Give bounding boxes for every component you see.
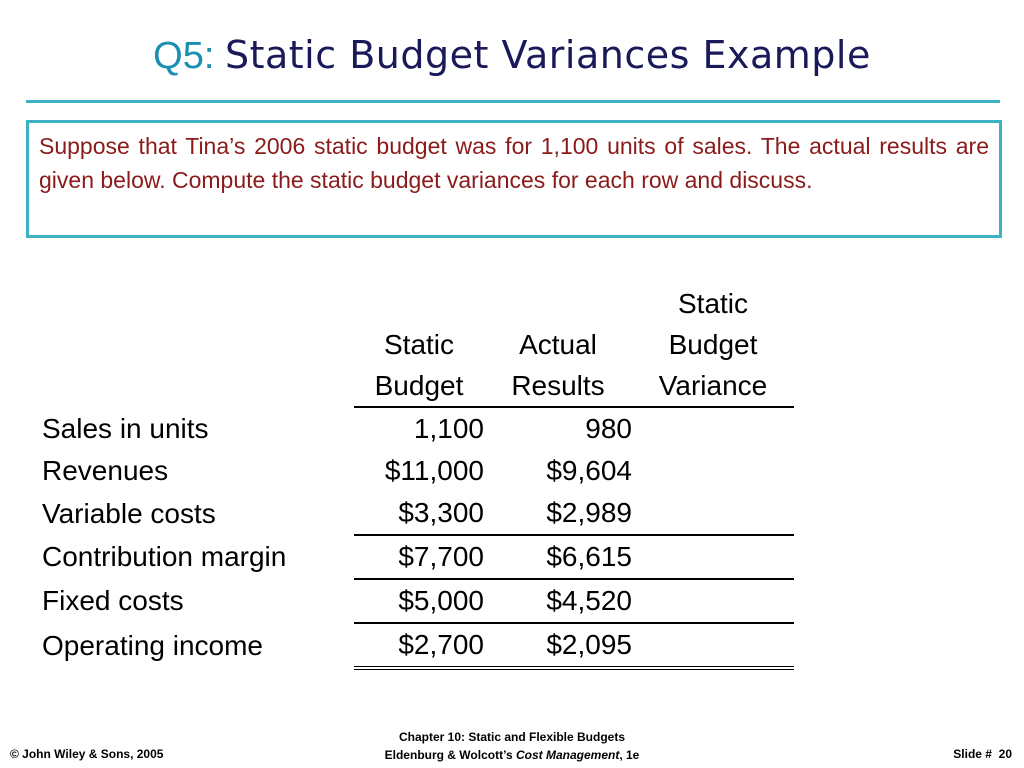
actual-value: $9,604 [546,455,632,486]
footer-book-suffix: , 1e [619,748,640,762]
row-label: Contribution margin [42,541,287,572]
prompt-box [26,120,1002,238]
table-row [36,492,794,535]
footer-course-info [0,728,1024,764]
header-line: Variance [658,370,768,401]
slide-number: 20 [998,747,1012,761]
table-row [36,535,794,579]
header-variance [632,283,794,407]
row-label: Sales in units [42,412,209,444]
header-line: Budget [668,329,758,360]
title-prefix: Q5: [153,35,215,77]
actual-value: $4,520 [484,579,632,623]
slide-label: Slide # [953,747,992,761]
actual-value: $2,989 [484,492,632,535]
table-row [36,407,794,450]
header-line: Budget [374,370,464,401]
title-text: Static Budget Variances Example [224,33,871,77]
variance-value [632,623,794,668]
table-row [36,450,794,492]
static-budget-value: 1,100 [413,413,484,444]
static-budget-value: $7,700 [354,535,484,579]
header-actual-results [484,283,632,407]
variance-value [632,492,794,535]
budget-table [36,283,794,670]
footer-chapter: Chapter 10: Static and Flexible Budgets [398,730,626,744]
header-line: Results [511,370,605,401]
variance-value [632,450,794,492]
footer-book-prefix: Eldenburg & Wolcott’s [384,748,516,762]
prompt-text: Suppose that Tina’s 2006 static budget was for 1,100 units of sales. The actual results are given below. Compute the static budget variances for each row and discuss. [39,133,989,193]
footer-copyright: © John Wiley & Sons, 2005 [10,747,164,761]
row-label: Operating income [42,629,264,661]
actual-value: $6,615 [484,535,632,579]
actual-value: 980 [585,413,632,444]
table-row [36,579,794,623]
header-static-budget [354,283,484,407]
header-line: Static [383,329,455,360]
variance-value [632,407,794,450]
slide-title [0,30,1024,81]
row-label: Variable costs [42,497,216,529]
variance-value [632,535,794,579]
variance-value [632,579,794,623]
title-divider [26,100,1000,103]
static-budget-value: $11,000 [384,455,484,486]
table-row [36,623,794,668]
static-budget-value: $3,300 [354,492,484,535]
table-header-row [36,283,794,407]
static-budget-value: $2,700 [354,623,484,668]
static-budget-value: $5,000 [354,579,484,623]
row-label: Fixed costs [42,585,184,616]
footer-book [0,746,1024,764]
header-line: Actual [519,329,597,360]
header-label-blank [36,283,354,407]
row-label: Revenues [42,455,169,486]
actual-value: $2,095 [484,623,632,668]
footer-slide-number [953,747,1012,761]
header-line: Static [677,288,749,319]
footer-book-title: Cost Management [515,748,620,762]
